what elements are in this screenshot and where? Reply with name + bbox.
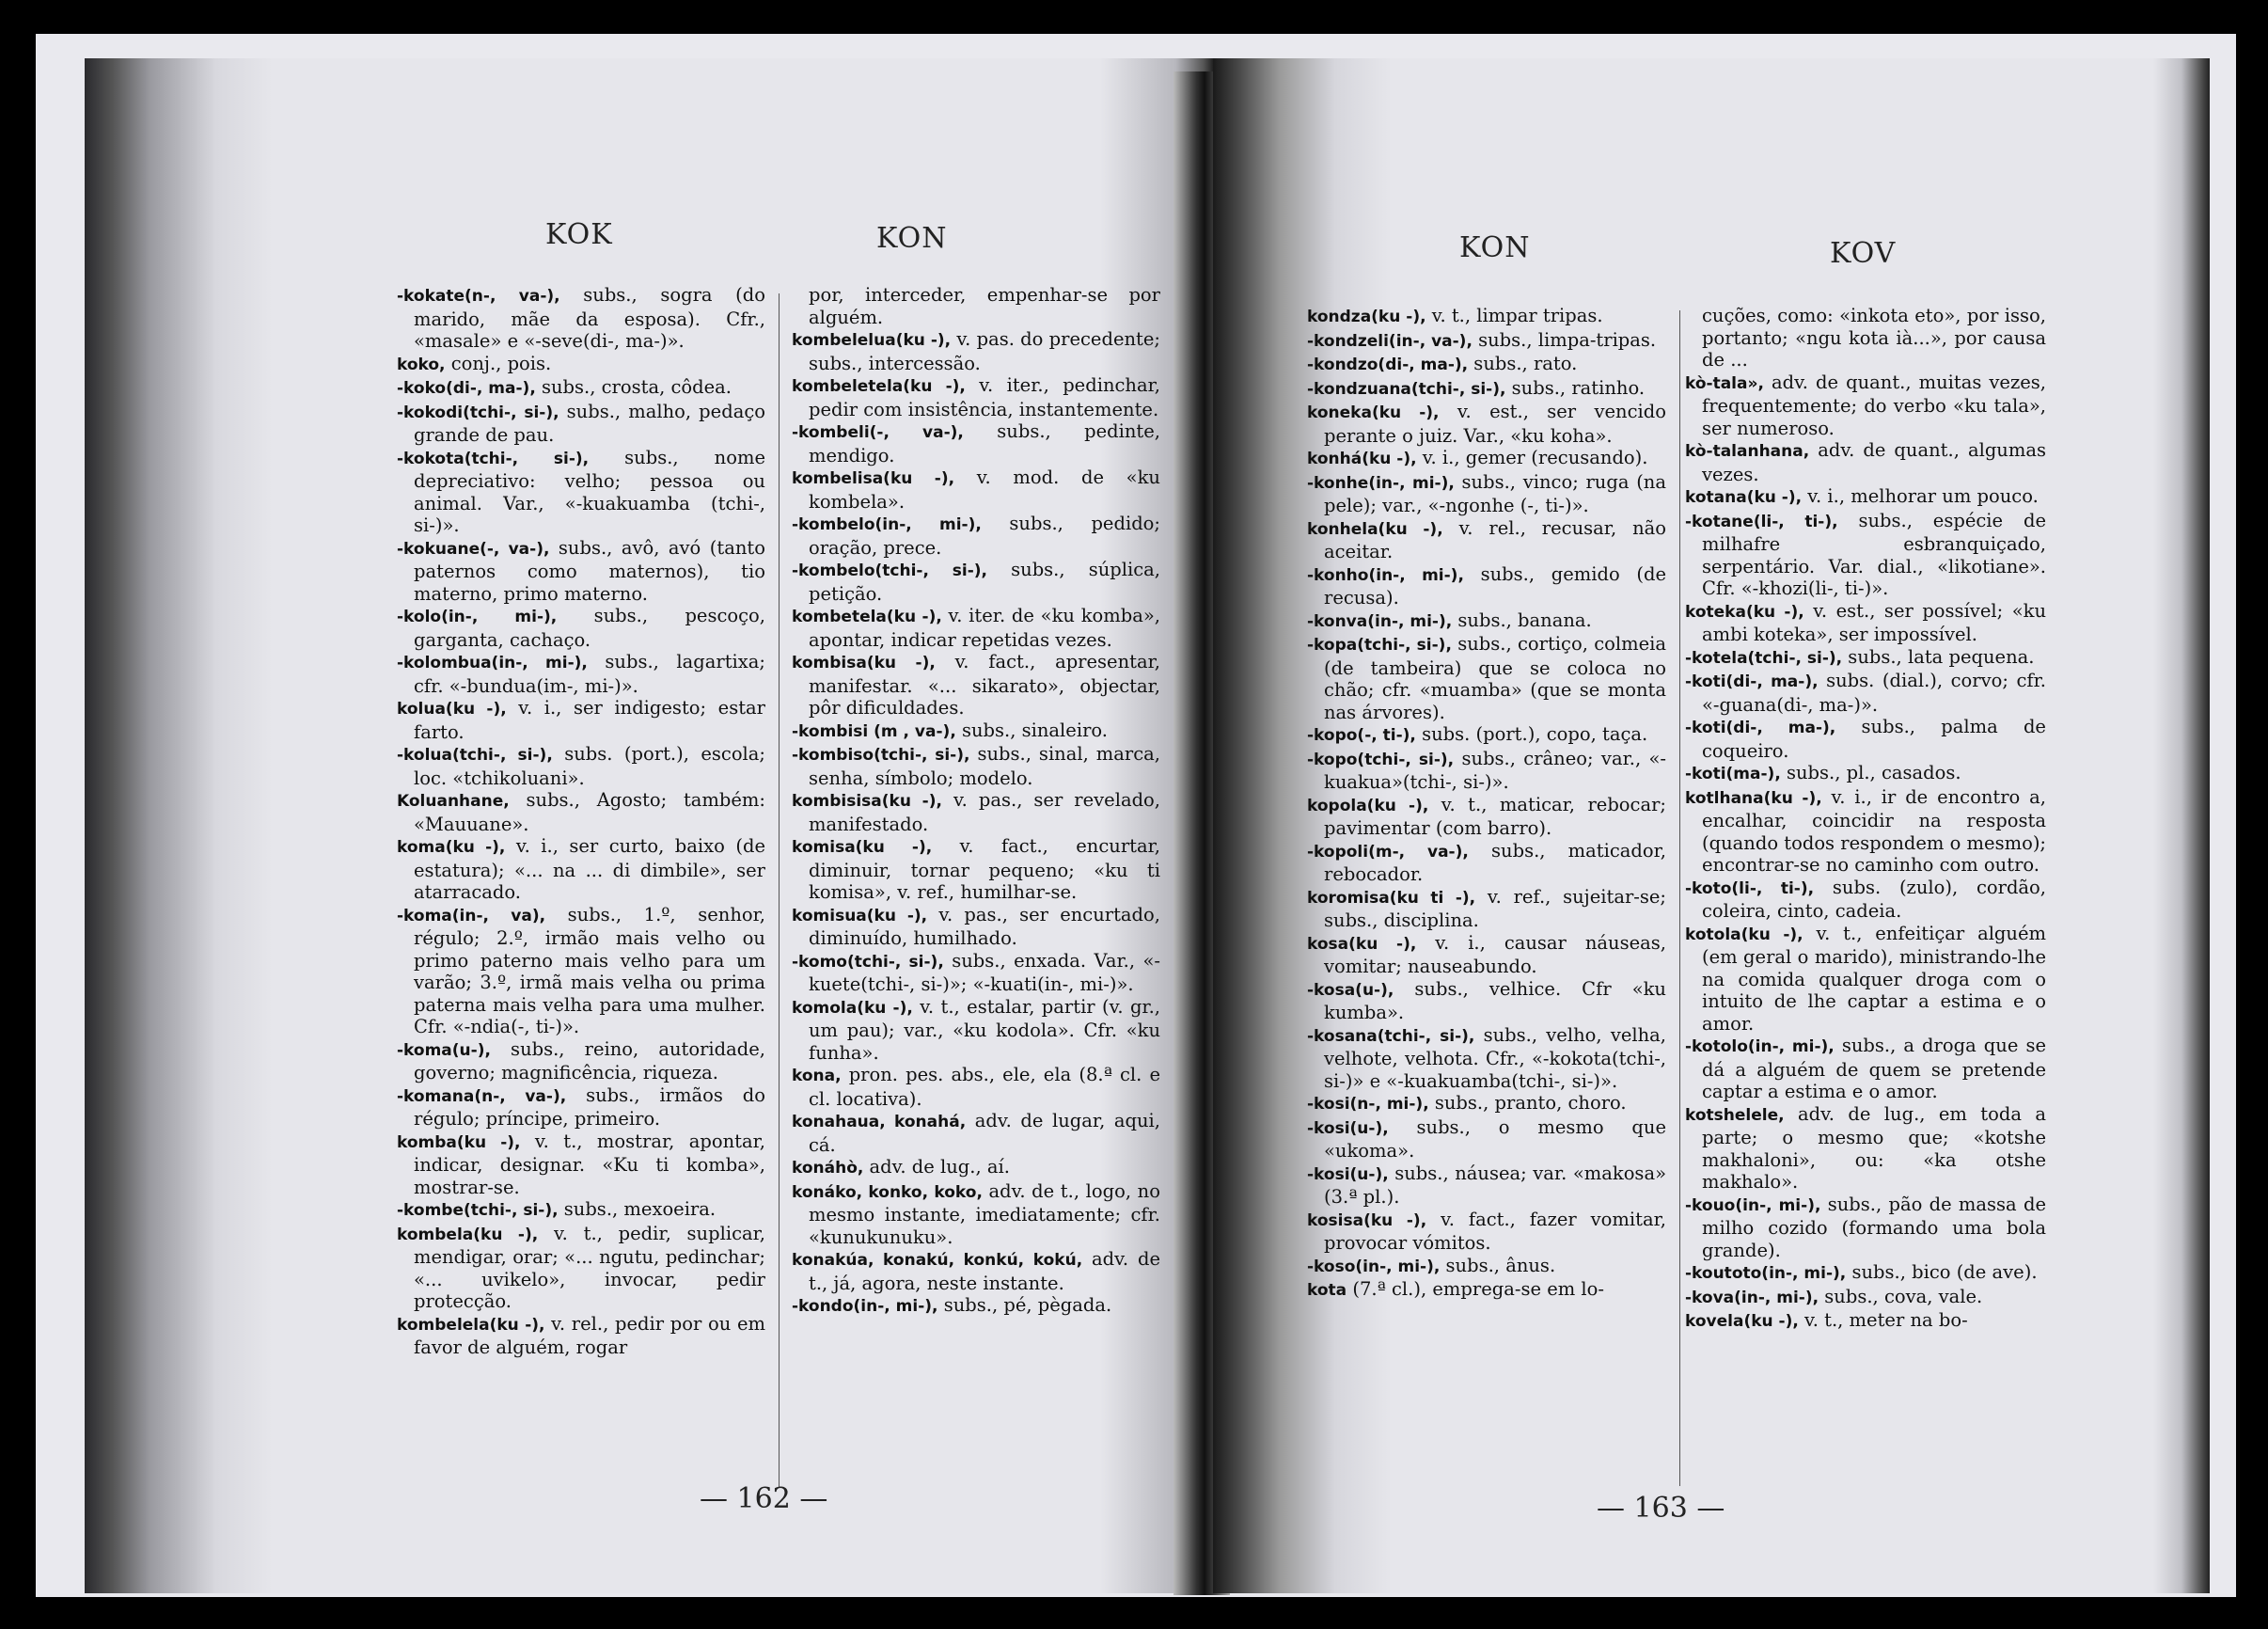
entry-headword: -kosi(n-, mi-), — [1307, 1095, 1429, 1114]
dictionary-entry — [1307, 1092, 1666, 1116]
dictionary-entry — [1307, 563, 1666, 609]
dictionary-entry — [792, 1180, 1160, 1249]
entry-definition: subs., cortiço, colmeia (de tambeira) que se coloca no chão; cfr. «muamba» (que se monta nas árvores). — [1324, 633, 1666, 723]
dictionary-entry — [1307, 1209, 1666, 1255]
dictionary-entry — [792, 720, 1160, 744]
column-rule — [1679, 310, 1680, 1486]
dictionary-entry — [1307, 723, 1666, 748]
dictionary-entry — [1685, 762, 2046, 786]
entry-definition: subs. (zulo), cordão, coleira, cinto, cadeia. — [1702, 876, 2047, 922]
dictionary-entry — [1307, 748, 1666, 794]
entry-headword: -koso(in-, mi-), — [1307, 1257, 1441, 1276]
page-left — [85, 58, 1213, 1593]
dictionary-entry — [397, 376, 765, 401]
dictionary-entry — [1685, 485, 2046, 510]
dictionary-entry — [1307, 932, 1666, 978]
entry-definition: subs., crâneo; var., «-kuakua»(tchi-, si-)». — [1324, 747, 1667, 793]
entry-definition: v. iter., pedinchar, pedir com insistência, instantemente. — [809, 374, 1160, 420]
entry-headword: -kombelo(tchi-, si-), — [792, 561, 987, 580]
dictionary-entry — [1307, 886, 1666, 932]
dictionary-entry — [1685, 1035, 2046, 1103]
entry-headword: kombelelua(ku -), — [792, 331, 952, 350]
entry-definition: subs., 1.º, senhor, régulo; 2.º, irmão mais velho ou primo paterno mais velho para um varão; 3.º, irmã mais velha ou prima paterna mais velha para uma mulher. Cfr. «-ndia(-, ti-)». — [414, 903, 765, 1037]
dictionary-entry — [1685, 877, 2046, 923]
dictionary-entry — [1307, 1024, 1666, 1093]
entry-definition: v. i., gemer (recusando). — [1416, 447, 1648, 468]
dictionary-entry — [792, 1110, 1160, 1156]
entry-definition: v. t., estalar, partir (v. gr., um pau); var., «ku kodola». Cfr. «ku funha». — [809, 995, 1160, 1064]
dictionary-entry — [1307, 609, 1666, 634]
entry-definition: adv. de t., já, agora, neste instante. — [809, 1248, 1160, 1294]
dictionary-entry — [792, 743, 1160, 789]
dictionary-entry — [1685, 439, 2046, 485]
dictionary-entry — [1307, 447, 1666, 471]
entry-definition: v. i., ser curto, baixo (de estatura); «... na ... di dimbile», ser atarracado. — [414, 835, 766, 903]
entry-definition: subs., ratinho. — [1505, 376, 1646, 399]
entry-definition: subs., gemido (de recusa). — [1324, 562, 1666, 609]
entry-definition: subs. (port.), copo, taça. — [1415, 723, 1648, 745]
dictionary-entry — [1685, 786, 2046, 877]
entry-definition: v. fact., apresentar, manifestar. «... sikarato», objectar, pôr dificuldades. — [809, 651, 1160, 719]
entry-headword: kondza(ku -), — [1307, 308, 1426, 326]
dictionary-entry — [1307, 1162, 1666, 1209]
entry-headword: konhá(ku -), — [1307, 450, 1417, 468]
entry-headword: -kokodi(tchi-, si-), — [397, 403, 559, 422]
entry-headword: -kombe(tchi-, si-), — [397, 1201, 559, 1220]
entry-headword: -kombelo(in-, mi-), — [792, 515, 982, 534]
entry-definition: v. i., ser indigesto; estar farto. — [414, 697, 765, 743]
dictionary-entry — [397, 789, 765, 835]
entry-headword: -kondzo(di-, ma-), — [1307, 356, 1469, 374]
entry-definition: subs., pescoço, garganta, cachaço. — [414, 605, 765, 651]
entry-definition: subs., nome depreciativo: velho; pessoa ou animal. Var., «-kuakuamba (tchi-, si-)». — [414, 446, 765, 536]
dictionary-entry — [397, 353, 765, 377]
entry-headword: -kouo(in-, mi-), — [1685, 1195, 1821, 1215]
dictionary-entry — [1685, 1103, 2046, 1194]
entry-headword: kotlhana(ku -), — [1685, 788, 1822, 808]
entry-definition: subs., banana. — [1452, 609, 1592, 631]
entry-headword: -kopo(-, ti-), — [1307, 726, 1416, 745]
dictionary-entry — [397, 401, 765, 447]
entry-headword: -komana(n-, va-), — [397, 1086, 567, 1106]
entry-definition: subs., avô, avó (tanto paternos como maternos), tio materno, primo materno. — [414, 536, 765, 605]
dictionary-entry — [1307, 517, 1666, 563]
entry-headword: -koti(ma-), — [1685, 765, 1781, 783]
dictionary-entry — [1685, 716, 2046, 762]
entry-definition: v. mod. de «ku kombela». — [809, 467, 1160, 513]
dictionary-entry — [792, 1294, 1160, 1319]
entry-definition: adv. de lug., aí. — [863, 1156, 1010, 1178]
dictionary-entry — [397, 605, 765, 651]
entry-definition: pron. pes. abs., ele, ela (8.ª cl. e cl. locativa). — [809, 1064, 1160, 1110]
entry-headword: -koko(di-, ma-), — [397, 379, 536, 398]
entry-headword: komola(ku -), — [792, 998, 913, 1018]
dictionary-entry — [1685, 923, 2046, 1036]
dictionary-entry — [792, 1248, 1160, 1294]
entry-headword: -kondzeli(in-, va-), — [1307, 331, 1473, 351]
right-column-2 — [1685, 305, 2046, 1334]
entry-headword: -koutoto(in-, mi-), — [1685, 1264, 1847, 1283]
dictionary-entry — [1685, 600, 2046, 646]
dictionary-entry — [397, 743, 765, 789]
dictionary-entry — [397, 284, 765, 353]
entry-headword: -koma(u-), — [397, 1040, 491, 1060]
entry-definition: subs., pão de massa de milho cozido (formando uma bola grande). — [1702, 1193, 2046, 1261]
dictionary-entry — [1307, 377, 1666, 402]
dictionary-entry — [1685, 1194, 2046, 1262]
dictionary-entry — [1307, 1116, 1666, 1162]
entry-definition: subs., lata pequena. — [1842, 645, 2035, 668]
entry-definition: v. pas., ser encurtado, diminuído, humilhado. — [809, 903, 1160, 949]
entry-headword: -kova(in-, mi-), — [1685, 1288, 1819, 1307]
entry-definition: subs., pé, pègada. — [937, 1294, 1112, 1316]
page-number-162: — 162 — — [700, 1482, 828, 1515]
entry-definition: subs. (dial.), corvo; cfr. «-guana(di-, ma-)». — [1702, 670, 2046, 716]
entry-headword: -kondzuana(tchi-, si-), — [1307, 379, 1506, 399]
entry-definition: subs., crosta, côdea. — [535, 376, 732, 398]
entry-definition: subs., pl., casados. — [1780, 762, 1961, 783]
entry-headword: kosa(ku -), — [1307, 934, 1417, 954]
dictionary-entry — [792, 420, 1160, 467]
entry-definition: por, interceder, empenhar-se por alguém. — [809, 284, 1160, 328]
dictionary-entry — [1685, 372, 2046, 440]
dictionary-entry — [792, 1064, 1160, 1110]
entry-headword: konáko, konko, koko, — [792, 1182, 983, 1202]
entry-headword: -kolo(in-, mi-), — [397, 608, 558, 626]
entry-definition: subs., sinal, marca, senha, símbolo; modelo. — [809, 743, 1160, 789]
entry-definition: subs., velho, velha, velhote, velhota. Cfr., «-kokota(tchi-, si-)» e «-kuakuamba(tchi-, si-)». — [1324, 1023, 1667, 1092]
page-right — [1213, 58, 2210, 1593]
dictionary-entry — [1307, 401, 1666, 447]
left-column-1 — [397, 284, 765, 1359]
entry-definition: subs., enxada. Var., «-kuete(tchi-, si-)»; «-kuati(in-, mi-)». — [809, 949, 1160, 995]
entry-definition: v. fact., fazer vomitar, provocar vómitos. — [1324, 1208, 1666, 1254]
entry-headword: -kokota(tchi-, si-), — [397, 449, 590, 468]
entry-definition: subs., espécie de milhafre esbranquiçado, serpentário. Var. dial., «likotiane». Cfr. «-khozi(li-, ti-)». — [1702, 509, 2046, 599]
entry-headword: -koto(li-, ti-), — [1685, 878, 1815, 898]
right-header-2: KOV — [1830, 237, 1897, 270]
entry-headword: kotola(ku -), — [1685, 925, 1803, 944]
entry-headword: Koluanhane, — [397, 792, 510, 811]
entry-definition: v. est., ser vencido perante o juiz. Var., «ku koha». — [1324, 401, 1666, 447]
right-column-1 — [1307, 305, 1666, 1303]
dictionary-entry — [1307, 840, 1666, 886]
entry-headword: kona, — [792, 1067, 842, 1085]
entry-headword: -kombisi (m , va-), — [792, 721, 956, 741]
dictionary-entry — [1307, 633, 1666, 723]
dictionary-entry — [1307, 329, 1666, 354]
column-rule — [779, 293, 780, 1488]
entry-headword: konakúa, konakú, konkú, kokú, — [792, 1251, 1083, 1270]
entry-definition: (7.ª cl.), emprega-se em lo- — [1347, 1278, 1604, 1300]
dictionary-entry — [792, 559, 1160, 605]
left-header-2: KON — [876, 222, 948, 255]
entry-headword: kò-talanhana, — [1685, 442, 1810, 461]
entry-headword: -kombeli(-, va-), — [792, 423, 964, 442]
entry-definition: subs., irmãos do régulo; príncipe, primeiro. — [414, 1083, 765, 1130]
dictionary-entry — [1307, 978, 1666, 1024]
entry-headword: kopola(ku -), — [1307, 796, 1429, 815]
entry-headword: -kosana(tchi-, si-), — [1307, 1026, 1475, 1046]
entry-definition: subs., palma de coqueiro. — [1702, 716, 2046, 762]
dictionary-entry — [397, 1223, 765, 1313]
dictionary-entry — [397, 1313, 765, 1359]
entry-definition: v. rel., recusar, não aceitar. — [1324, 516, 1667, 562]
entry-definition: subs., sinaleiro. — [955, 719, 1108, 741]
dictionary-entry — [792, 284, 1160, 328]
entry-definition: v. iter. de «ku komba», apontar, indicar repetidas vezes. — [809, 605, 1160, 651]
dictionary-entry — [397, 835, 765, 904]
entry-definition: v. pas. do precedente; subs., intercessão. — [809, 328, 1160, 374]
dictionary-entry — [1307, 305, 1666, 329]
entry-headword: kombeletela(ku -), — [792, 377, 966, 396]
entry-headword: kolua(ku -), — [397, 700, 507, 719]
entry-headword: kombelisa(ku -), — [792, 469, 955, 488]
dictionary-entry — [1685, 1286, 2046, 1310]
scanned-sheet — [36, 34, 2236, 1597]
dictionary-entry — [397, 904, 765, 1038]
entry-headword: konhela(ku -), — [1307, 519, 1443, 539]
dictionary-entry — [397, 697, 765, 743]
entry-definition: subs., vinco; ruga (na pele); var., «-ngonhe (-, ti-)». — [1324, 470, 1666, 516]
dictionary-entry — [1685, 305, 2046, 372]
entry-definition: subs., Agosto; também: «Mauuane». — [414, 789, 765, 835]
page-number-163: — 163 — — [1597, 1492, 1725, 1525]
entry-definition: subs., pranto, choro. — [1428, 1092, 1627, 1114]
dictionary-entry — [792, 374, 1160, 420]
left-column-2 — [792, 284, 1160, 1319]
entry-headword: kombetela(ku -), — [792, 608, 942, 626]
entry-definition: v. pas., ser revelado, manifestado. — [809, 789, 1160, 835]
dictionary-entry — [792, 651, 1160, 720]
entry-definition: subs., bico (de ave). — [1846, 1261, 2038, 1283]
entry-definition: conj., pois. — [445, 352, 552, 374]
entry-headword: -komo(tchi-, si-), — [792, 952, 944, 972]
dictionary-entry — [397, 1131, 765, 1199]
entry-headword: -kopo(tchi-, si-), — [1307, 750, 1455, 769]
entry-definition: v. t., pedir, suplicar, mendigar, orar; «... ngutu, pedinchar; «... uvikelo», invocar, pedir protecção. — [414, 1222, 765, 1312]
entry-definition: subs., pedido; oração, prece. — [809, 513, 1160, 559]
dictionary-entry — [792, 789, 1160, 835]
dictionary-entry — [1685, 510, 2046, 600]
dictionary-entry — [792, 904, 1160, 950]
entry-definition: v. i., causar náuseas, vomitar; nauseabundo. — [1324, 931, 1666, 977]
entry-headword: -kokuane(-, va-), — [397, 539, 550, 559]
dictionary-entry — [792, 467, 1160, 513]
entry-headword: -kosa(u-), — [1307, 980, 1394, 1000]
entry-definition: v. t., meter na bo- — [1798, 1309, 1968, 1331]
entry-definition: subs., lagartixa; cfr. «-bundua(im-, mi-)». — [414, 651, 765, 697]
entry-definition: v. fact., encurtar, diminuir, tornar pequeno; «ku ti komisa», v. ref., humilhar-se. — [809, 835, 1160, 903]
entry-definition: cuções, como: «inkota eto», por isso, portanto; «ngu kota ià...», por causa de ... — [1702, 305, 2046, 371]
dictionary-entry — [1307, 1278, 1666, 1303]
entry-headword: kombelela(ku -), — [397, 1315, 545, 1335]
entry-definition: subs., mexoeira. — [558, 1198, 717, 1220]
entry-headword: -kotane(li-, ti-), — [1685, 512, 1838, 531]
dictionary-entry — [397, 537, 765, 606]
dictionary-entry — [1307, 353, 1666, 377]
left-header-1: KOK — [545, 218, 613, 251]
entry-definition: adv. de t., logo, no mesmo instante, imediatamente; cfr. «kunukunuku». — [809, 1179, 1160, 1248]
entry-definition: subs., velhice. Cfr «ku kumba». — [1324, 977, 1666, 1023]
entry-headword: -koti(di-, ma-), — [1685, 672, 1819, 691]
entry-definition: subs., ânus. — [1440, 1254, 1556, 1276]
entry-headword: -konhe(in-, mi-), — [1307, 473, 1455, 493]
entry-headword: komba(ku -), — [397, 1132, 521, 1152]
entry-headword: -kombiso(tchi-, si-), — [792, 746, 970, 765]
dictionary-entry — [792, 996, 1160, 1065]
entry-headword: -kotela(tchi-, si-), — [1685, 648, 1843, 668]
entry-headword: kò-tala», — [1685, 373, 1764, 393]
dictionary-entry — [792, 950, 1160, 996]
entry-headword: -koti(di-, ma-), — [1685, 719, 1836, 737]
entry-headword: koko, — [397, 355, 446, 374]
dictionary-entry — [1307, 794, 1666, 840]
dictionary-entry — [397, 651, 765, 697]
entry-headword: -kotolo(in-, mi-), — [1685, 1037, 1835, 1056]
entry-headword: -kopoli(m-, va-), — [1307, 842, 1469, 862]
entry-headword: kombisisa(ku -), — [792, 792, 942, 811]
entry-definition: adv. de lug., em toda a parte; o mesmo que; «kotshe makhaloni», ou: «ka otshe makhalo». — [1702, 1102, 2046, 1193]
entry-definition: v. i., melhorar um pouco. — [1802, 485, 2039, 507]
entry-headword: koma(ku -), — [397, 838, 506, 857]
entry-definition: subs., maticador, rebocador. — [1324, 839, 1666, 885]
entry-definition: v. i., ir de encontro a, encalhar, coincidir na resposta (quando todos respondem o mesmo); encontrar-se no caminho com outro. — [1702, 785, 2047, 876]
dictionary-entry — [397, 1198, 765, 1223]
entry-definition: v. rel., pedir por ou em favor de alguém, rogar — [414, 1312, 765, 1358]
entry-definition: v. t., mostrar, apontar, indicar, designar. «Ku ti komba», mostrar-se. — [414, 1130, 765, 1198]
dictionary-entry — [1685, 646, 2046, 671]
entry-definition: v. t., maticar, rebocar; pavimentar (com barro). — [1324, 793, 1666, 839]
entry-definition: subs., malho, pedaço grande de pau. — [414, 400, 765, 446]
dictionary-entry — [397, 447, 765, 537]
entry-headword: kombisa(ku -), — [792, 654, 936, 672]
entry-definition: v. t., enfeitiçar alguém (em geral o marido), ministrando-lhe na comida qualquer droga com o intuito de lhe captar a estima e o amor. — [1702, 922, 2046, 1035]
entry-headword: kombela(ku -), — [397, 1225, 539, 1244]
dictionary-entry — [1685, 1261, 2046, 1286]
entry-headword: -kosi(u-), — [1307, 1118, 1389, 1138]
entry-headword: -koma(in-, va), — [397, 906, 546, 925]
entry-definition: subs., limpa-tripas. — [1472, 328, 1657, 351]
dictionary-entry — [397, 1038, 765, 1084]
entry-definition: subs., rato. — [1468, 353, 1578, 374]
dictionary-entry — [792, 1156, 1160, 1180]
entry-definition: v. ref., sujeitar-se; subs., disciplina. — [1324, 885, 1666, 931]
entry-definition: adv. de quant., muitas vezes, frequentemente; do verbo «ku tala», ser numeroso. — [1702, 371, 2046, 439]
entry-headword: -kolombua(in-, mi-), — [397, 654, 588, 672]
entry-definition: subs., náusea; var. «makosa» (3.ª pl.). — [1324, 1162, 1666, 1208]
entry-definition: subs., sogra (do marido, mãe da esposa). Cfr., «masale» e «-seve(di-, ma-)». — [414, 284, 765, 352]
entry-headword: -kondo(in-, mi-), — [792, 1297, 938, 1316]
entry-definition: v. est., ser possível; «ku ambi koteka», ser impossível. — [1702, 599, 2046, 645]
entry-headword: -kolua(tchi-, si-), — [397, 746, 553, 765]
entry-definition: v. t., limpar tripas. — [1425, 305, 1603, 326]
entry-headword: -kopa(tchi-, si-), — [1307, 636, 1452, 655]
entry-definition: subs., pedinte, mendigo. — [809, 420, 1160, 467]
dictionary-entry — [1307, 1255, 1666, 1279]
entry-headword: komisua(ku -), — [792, 906, 928, 925]
entry-definition: subs., a droga que se dá a alguém de quem se pretende captar a estima e o amor. — [1702, 1035, 2046, 1102]
dictionary-entry — [792, 328, 1160, 374]
entry-headword: koteka(ku -), — [1685, 602, 1804, 622]
entry-headword: kota — [1307, 1281, 1347, 1300]
dictionary-entry — [792, 835, 1160, 904]
entry-definition: adv. de quant., algumas vezes. — [1702, 439, 2046, 485]
entry-definition: adv. de lugar, aqui, cá. — [809, 1110, 1160, 1156]
dictionary-entry — [397, 1084, 765, 1131]
entry-headword: koromisa(ku ti -), — [1307, 888, 1476, 908]
entry-definition: subs., o mesmo que «ukoma». — [1324, 1115, 1666, 1162]
entry-headword: -konva(in-, mi-), — [1307, 611, 1453, 631]
entry-headword: komisa(ku -), — [792, 838, 933, 857]
entry-headword: konahaua, konahá, — [792, 1113, 967, 1131]
dictionary-entry — [1685, 1309, 2046, 1334]
entry-definition: subs., súplica, petição. — [809, 559, 1160, 605]
entry-headword: koneka(ku -), — [1307, 403, 1440, 422]
entry-headword: konáhò, — [792, 1159, 864, 1178]
right-header-1: KON — [1459, 231, 1531, 264]
dictionary-entry — [1685, 670, 2046, 716]
entry-headword: -kosi(u-), — [1307, 1164, 1389, 1184]
entry-headword: -kokate(n-, va-), — [397, 287, 560, 306]
dictionary-entry — [1307, 471, 1666, 517]
entry-headword: kosisa(ku -), — [1307, 1210, 1427, 1230]
dictionary-entry — [792, 605, 1160, 651]
entry-definition: subs., reino, autoridade, governo; magnificência, riqueza. — [414, 1037, 765, 1083]
entry-headword: kotshelele, — [1685, 1105, 1785, 1125]
entry-headword: -konho(in-, mi-), — [1307, 565, 1464, 585]
entry-definition: subs., cova, vale. — [1819, 1285, 1983, 1307]
entry-headword: kotana(ku -), — [1685, 488, 1803, 507]
dictionary-entry — [792, 513, 1160, 559]
entry-headword: kovela(ku -), — [1685, 1312, 1799, 1331]
entry-definition: subs. (port.), escola; loc. «tchikoluani». — [414, 743, 765, 789]
